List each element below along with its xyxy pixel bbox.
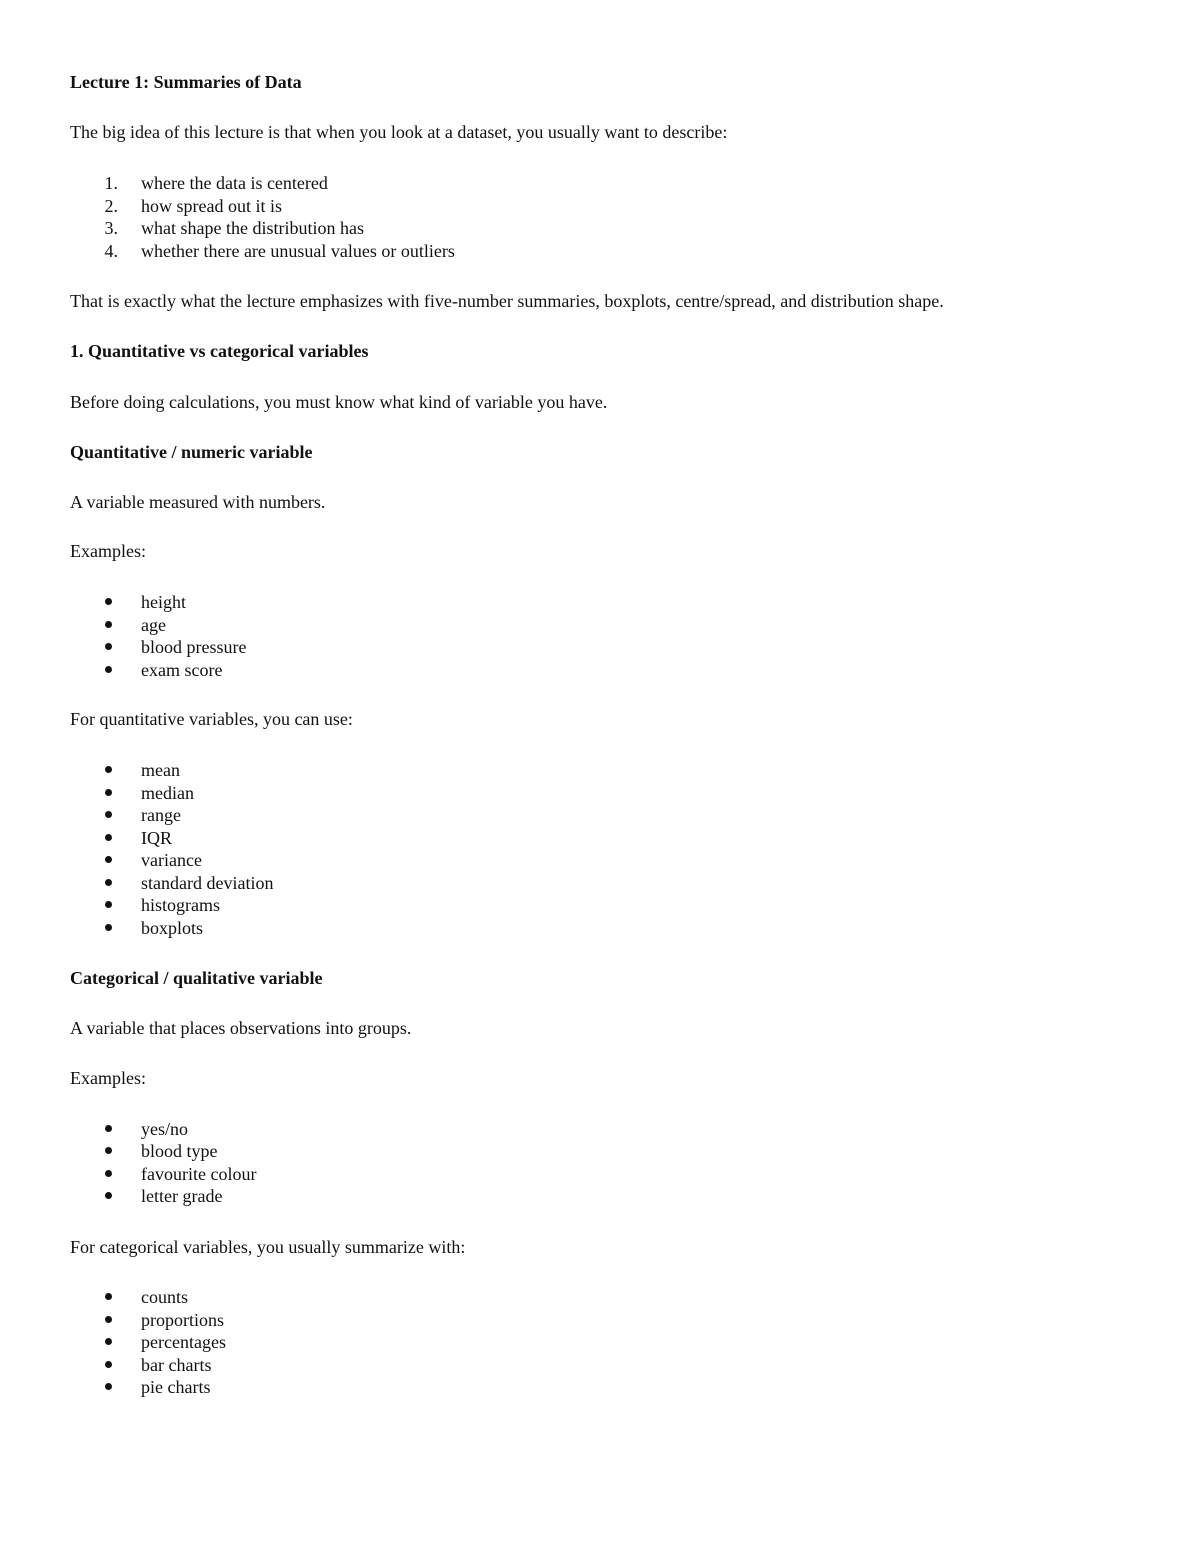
categorical-tools-label: For categorical variables, you usually summarize with: xyxy=(70,1237,466,1257)
list-item: median xyxy=(141,783,194,803)
list-item: favourite colour xyxy=(141,1164,257,1184)
bullet-icon xyxy=(105,834,112,841)
examples-label: Examples: xyxy=(70,541,146,561)
bullet-icon xyxy=(105,901,112,908)
intro-paragraph: The big idea of this lecture is that when you look at a dataset, you usually want to describe: xyxy=(70,122,728,142)
list-number: 2. xyxy=(104,196,118,216)
bullet-icon xyxy=(105,1170,112,1177)
list-item: letter grade xyxy=(141,1186,223,1206)
list-item: whether there are unusual values or outliers xyxy=(141,241,455,261)
list-item: blood pressure xyxy=(141,637,247,657)
bullet-icon xyxy=(105,1361,112,1368)
categorical-heading: Categorical / qualitative variable xyxy=(70,968,323,988)
list-item: variance xyxy=(141,850,202,870)
bullet-icon xyxy=(105,1147,112,1154)
list-item: blood type xyxy=(141,1141,218,1161)
bullet-icon xyxy=(105,924,112,931)
section-heading: 1. Quantitative vs categorical variables xyxy=(70,341,369,361)
bullet-icon xyxy=(105,1316,112,1323)
bullet-icon xyxy=(105,643,112,650)
bullet-icon xyxy=(105,1383,112,1390)
list-item: pie charts xyxy=(141,1377,211,1397)
categorical-definition: A variable that places observations into groups. xyxy=(70,1018,412,1038)
bullet-icon xyxy=(105,766,112,773)
bullet-icon xyxy=(105,856,112,863)
list-number: 3. xyxy=(104,218,118,238)
list-item: age xyxy=(141,615,166,635)
list-item: range xyxy=(141,805,181,825)
list-number: 1. xyxy=(104,173,118,193)
list-item: height xyxy=(141,592,186,612)
list-item: histograms xyxy=(141,895,220,915)
quantitative-definition: A variable measured with numbers. xyxy=(70,492,326,512)
list-item: percentages xyxy=(141,1332,226,1352)
bullet-icon xyxy=(105,1293,112,1300)
list-number: 4. xyxy=(104,241,118,261)
bullet-icon xyxy=(105,811,112,818)
bullet-icon xyxy=(105,598,112,605)
lecture-title: Lecture 1: Summaries of Data xyxy=(70,72,302,92)
list-item: mean xyxy=(141,760,180,780)
list-item: exam score xyxy=(141,660,223,680)
emphasis-paragraph: That is exactly what the lecture emphasizes with five-number summaries, boxplots, centre/spread, and distribution shape. xyxy=(70,291,944,311)
examples-label: Examples: xyxy=(70,1068,146,1088)
list-item: where the data is centered xyxy=(141,173,328,193)
list-item: yes/no xyxy=(141,1119,188,1139)
list-item: what shape the distribution has xyxy=(141,218,364,238)
quantitative-tools-label: For quantitative variables, you can use: xyxy=(70,709,353,729)
list-item: IQR xyxy=(141,828,172,848)
list-item: proportions xyxy=(141,1310,224,1330)
section-intro: Before doing calculations, you must know what kind of variable you have. xyxy=(70,392,608,412)
quantitative-heading: Quantitative / numeric variable xyxy=(70,442,313,462)
bullet-icon xyxy=(105,1125,112,1132)
list-item: bar charts xyxy=(141,1355,212,1375)
bullet-icon xyxy=(105,879,112,886)
bullet-icon xyxy=(105,666,112,673)
bullet-icon xyxy=(105,1192,112,1199)
bullet-icon xyxy=(105,621,112,628)
bullet-icon xyxy=(105,789,112,796)
list-item: how spread out it is xyxy=(141,196,282,216)
list-item: standard deviation xyxy=(141,873,274,893)
list-item: counts xyxy=(141,1287,188,1307)
bullet-icon xyxy=(105,1338,112,1345)
list-item: boxplots xyxy=(141,918,204,938)
